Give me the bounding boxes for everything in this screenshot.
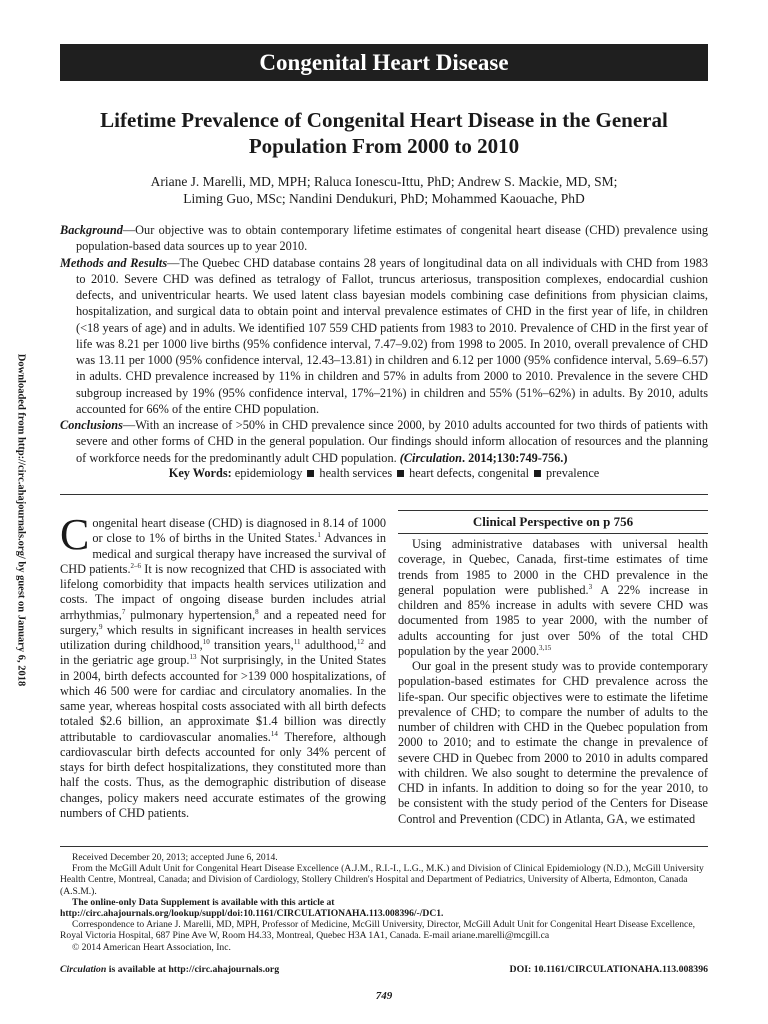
citation-journal: (Circulation — [399, 450, 462, 465]
section-title: Congenital Heart Disease — [259, 50, 509, 75]
article-title: Lifetime Prevalence of Congenital Heart Disease in the General Population From 2000 to 2010 — [100, 108, 668, 158]
methods-text: —The Quebec CHD database contains 28 years of longitudinal data on all individuals with CHD from 1983 to 2010. Severe CHD was defined as tetralogy of Fallot, truncus arteriosus, transposition complexes, endocardial cushion defects, and univentricular hearts. We used latent class bayesian models combining case definitions from physician claims, hospitalization, and surgical data to obtain point and interval prevalence estimates of CHD in the first year of life, in children (<18 years of age) and in adults. We identified 107 559 CHD patients from 1983 to 2010. Prevalence of CHD in the first year of life was 8.21 per 1000 live births (95% confidence interval, 7.47–9.02) from 1998 to 2005. In 2010, overall prevalence of CHD was 13.11 per 1000 (95% confidence interval, 12.43–13.81) in children and 6.12 per 1000 (95% confidence interval, 5.69–6.57) in adults. CHD prevalence increased by 11% in children and 57% in adults from 2000 to 2010. Prevalence in the severe CHD subgroup increased by 19% (95% confidence interval, 17%–21%) in children and 55% (51%–62%) in adults. By 2010, adults accounted for 66% of the entire CHD population. — [76, 255, 708, 416]
keyword-item: health services — [319, 466, 393, 480]
body-text: and in the geriatric age group. — [60, 638, 386, 668]
keyword-separator — [397, 470, 404, 477]
reference: 14 — [270, 729, 278, 738]
perspective-paragraph-1 — [398, 537, 708, 659]
reference: 12 — [356, 637, 364, 646]
body-text: which results in significant increases in health services utilization during childhood, — [60, 622, 386, 652]
download-note: Downloaded from http://circ.ahajournals.org/ by guest on January 6, 2018 — [15, 353, 27, 687]
journal-availability — [60, 964, 279, 975]
background-text: —Our objective was to obtain contemporary lifetime estimates of congenital heart disease (CHD) prevalence using population-based data sources up to year 2010. — [76, 223, 708, 254]
correspondence-note: Correspondence to Ariane J. Marelli, MD, MPH, Professor of Medicine, McGill University, Director, McGill Adult Unit for Congenital Heart Disease Excellence, Royal Victoria Hospital, 687 Pine Ave W, Room H4.33, Montreal, Quebec H3A 1A1, Canada. E-mail ariane.marelli@mcgill.ca — [60, 919, 695, 942]
body-text: Using administrative databases with universal health coverage, in Quebec, Canada, first-time estimates of time trends from 1985 to 2000 in the CHD prevalence in the general population were published. — [398, 537, 708, 597]
abstract-background — [60, 222, 708, 255]
clinical-perspective-top-rule — [398, 510, 708, 511]
page-number: 749 — [375, 990, 393, 1002]
reference: 8 — [255, 607, 259, 616]
body-text: transition years, — [209, 638, 294, 652]
body-text: ongenital heart disease (CHD) is diagnosed in 8.14 of 1000 or close to 1% of births in the United States. — [92, 516, 386, 546]
abstract-conclusions — [60, 417, 708, 466]
body-right-column — [398, 537, 708, 834]
journal-name: Circulation — [60, 964, 107, 975]
body-text: and a repeated need for surgery, — [60, 607, 386, 637]
reference: 7 — [121, 607, 126, 616]
keywords — [60, 465, 708, 481]
reference: 9 — [98, 622, 103, 631]
abstract — [60, 222, 708, 466]
keyword-item: prevalence — [546, 466, 600, 480]
reference: 3,15 — [539, 643, 552, 652]
citation-details: . 2014;130:749-756.) — [461, 450, 568, 465]
reference: 1 — [317, 531, 321, 540]
abstract-methods — [60, 255, 708, 418]
reference: 2–6 — [130, 561, 142, 570]
body-text: Not surprisingly, in the United States in 2004, birth defects accounted for >139 000 hospitalizations, of which 46 500 were for cardiac and circulatory anomalies. In the same year, whereas hospital costs associated with all birth defects totaled $2.6 billion, an approximate $1.4 billion was directly attributable to cardiovascular anomalies. — [60, 653, 386, 744]
intro-paragraph — [60, 516, 386, 821]
body-text: pulmonary hypertension, — [125, 607, 256, 622]
doi: DOI: 10.1161/CIRCULATIONAHA.113.008396 — [509, 964, 708, 975]
author-list — [80, 173, 688, 207]
keyword-item: epidemiology — [234, 466, 303, 480]
keyword-separator — [307, 470, 314, 477]
citation — [400, 451, 568, 465]
keywords-label: Key Words: — [168, 466, 232, 480]
conclusions-text: —With an increase of >50% in CHD prevalence since 2000, by 2010 adults accounted for two thirds of patients with severe and other forms of CHD in the general population. Our findings should inform allocation of resources and the planning of workforce needs for the predominantly adult CHD population. — [76, 418, 708, 465]
body-text: Advances in medical and surgical therapy have increased the survival of CHD patients. — [60, 531, 386, 576]
body-text: Therefore, although cardiovascular birth defects accounted for only 34% percent of stays for birth defect hospitalizations, they constituted more than half the costs. Thus, as the demographic distribution of disease changes, policy makers need accurate estimates of the growing numbers of CHD patients. — [60, 729, 386, 820]
copyright-note: © 2014 American Heart Association, Inc. — [72, 941, 231, 953]
body-text: It is now recognized that CHD is associated with lifelong comorbidity that impacts health services utilization and costs. The impact of ongoing disease burden includes atrial arrhythmias, — [60, 561, 386, 622]
footnote-divider — [60, 846, 708, 847]
footnotes — [60, 852, 708, 953]
drop-cap: C — [60, 516, 90, 559]
conclusions-label: Conclusions — [60, 418, 123, 432]
supplement-note: The online-only Data Supplement is available with this article at http://circ.ahajournals.org/lookup/suppl/doi:10.1161/CIRCULATIONAHA.113.008396/-/DC1. — [60, 896, 444, 920]
methods-label: Methods and Results — [60, 255, 168, 270]
authors-line-2: Liming Guo, MSc; Nandini Dendukuri, PhD; Mohammed Kaouache, PhD — [183, 191, 585, 206]
clinical-perspective-title: Clinical Perspective on p 756 — [472, 514, 634, 529]
perspective-paragraph-2: Our goal in the present study was to provide contemporary population-based estimates for CHD prevalence across the life-span. Our specific objectives were to estimate the lifetime prevalence of CHD; to compare the number of adults to the number of children with CHD in the Quebec population from 2000 to 2010; and to estimate the change in prevalence of severe CHD in Quebec from 2000 to 2010 in adults compared with children. We also sought to determine the prevalence of CHD in infants. In addition to doing so for the year 2010, to be consistent with the study period of the Centers for Disease Control and Prevention (CDC) in Atlanta, GA, we estimated — [398, 659, 708, 826]
reference: 11 — [293, 637, 301, 646]
journal-url: is available at http://circ.ahajournals.org — [106, 964, 280, 975]
background-label: Background — [60, 223, 123, 237]
reference: 3 — [588, 582, 593, 591]
received-note: Received December 20, 2013; accepted June 6, 2014. — [72, 852, 278, 863]
body-text: adulthood, — [300, 638, 357, 652]
keyword-item: heart defects, congenital — [409, 466, 529, 480]
keyword-separator — [534, 470, 541, 477]
section-banner — [60, 44, 708, 81]
clinical-perspective-bottom-rule — [398, 533, 708, 534]
body-left-column — [60, 516, 386, 834]
authors-line-1: Ariane J. Marelli, MD, MPH; Raluca Ionescu-Ittu, PhD; Andrew S. Mackie, MD, SM; — [150, 174, 618, 189]
affiliations-note: From the McGill Adult Unit for Congenital Heart Disease Excellence (A.J.M., R.I.-I., L.G., M.K.) and Division of Clinical Epidemiology (N.D.), McGill University Health Centre, Montreal, Canada; and Division of Cardiology, Stollery Children's Hospital and Department of Pediatrics, University of Alberta, Edmonton, Canada (A.S.M.). — [60, 863, 704, 897]
body-text: A 22% increase in children and 85% increase in adults with severe CHD was documented from 1985 to year 2000, with the number of adults accounting for just over 50% of the total CHD population by the year 2000. — [398, 582, 708, 658]
reference: 13 — [189, 653, 197, 662]
keywords-divider — [60, 494, 708, 495]
reference: 10 — [202, 637, 210, 646]
